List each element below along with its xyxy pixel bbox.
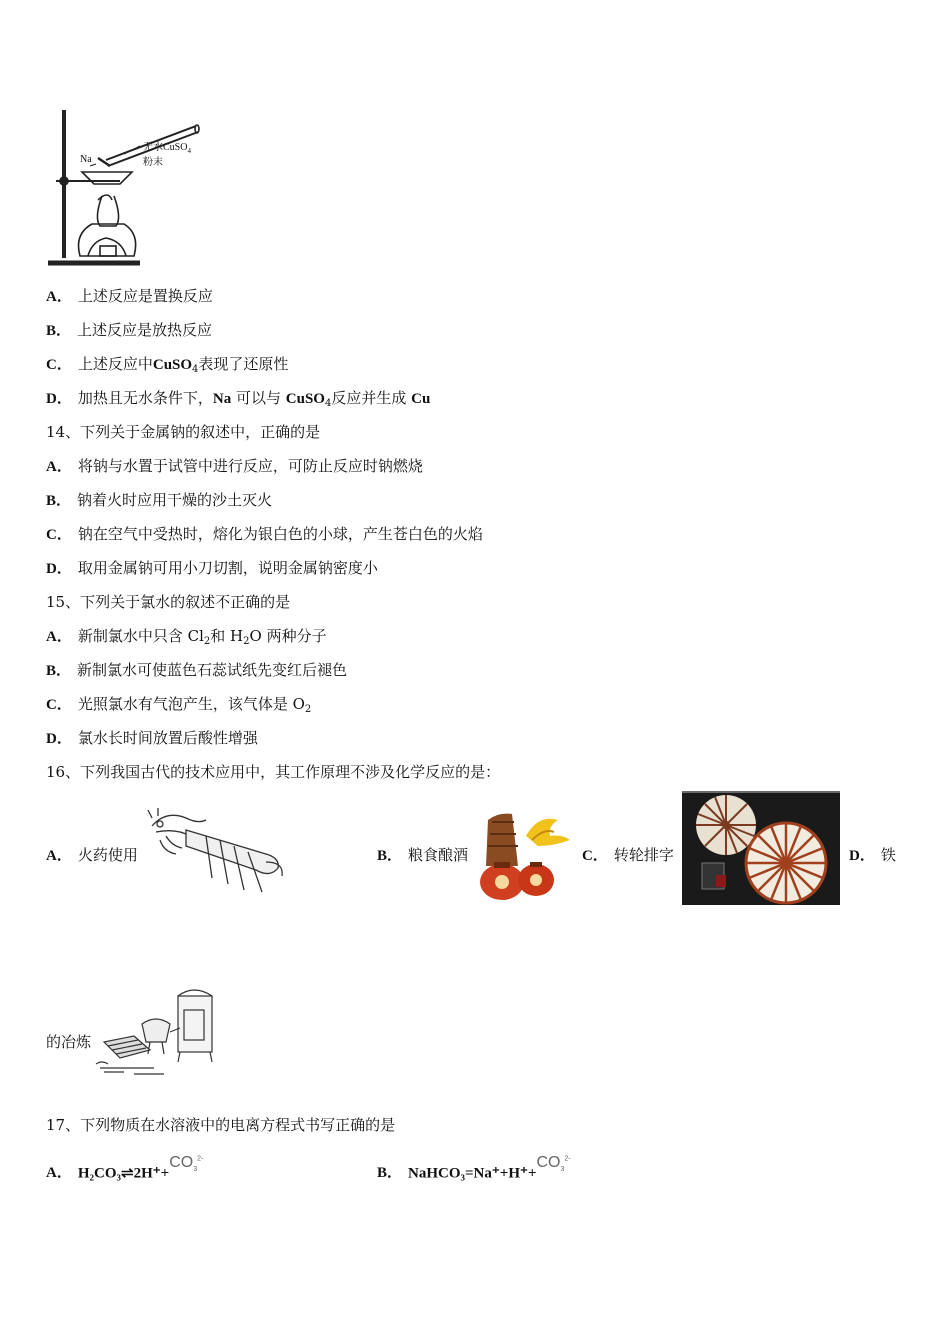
carbonate-ion: $CO_3^{2-}$ bbox=[536, 1154, 571, 1174]
q14-option-d: D． 取用金属钠可用小刀切割，说明金属钠密度小 bbox=[46, 559, 378, 577]
q14-option-b: B． 钠着火时应用干燥的沙土灭火 bbox=[46, 491, 273, 509]
q15-option-b: B． 新制氯水可使蓝色石蕊试纸先变红后褪色 bbox=[46, 661, 348, 679]
q14-option-c: C． 钠在空气中受热时，熔化为银白色的小球，产生苍白色的火焰 bbox=[46, 525, 483, 543]
q14-stem: 14、下列关于金属钠的叙述中，正确的是 bbox=[46, 423, 321, 441]
label-na: Na bbox=[80, 154, 92, 165]
iron-smelting-image bbox=[94, 984, 216, 1080]
q16-option-d: D． 铁 bbox=[849, 846, 896, 864]
q16-stem: 16、下列我国古代的技术应用中，其工作原理不涉及化学反应的是： bbox=[46, 763, 501, 781]
q13-option-b: B． 上述反应是放热反应 bbox=[46, 321, 213, 339]
wine-jar-image bbox=[478, 806, 572, 902]
q13-option-a: A． 上述反应是置换反应 bbox=[46, 287, 213, 305]
label-cuso4: 无水CuSO$_4$ 粉末 bbox=[143, 142, 191, 168]
rotating-type-wheel-image bbox=[682, 791, 840, 905]
q14-option-a: A． 将钠与水置于试管中进行反应，可防止反应时钠燃烧 bbox=[46, 457, 423, 475]
q16-option-b: B． 粮食酿酒 bbox=[377, 846, 469, 864]
q16-option-a: A． 火药使用 bbox=[46, 846, 138, 864]
q13-option-d: D． 加热且无水条件下，Na 可以与 CuSO$_4$反应并生成 Cu bbox=[46, 389, 431, 409]
q16-option-d-continued: 的冶炼 bbox=[46, 1033, 92, 1051]
q17-option-a: A． $H_2CO_3\rightleftharpoons 2H^++CO_3^{2-}$ bbox=[46, 1154, 204, 1182]
q17-option-b: B． $NaHCO_3=Na^++H^++CO_3^{2-}$ bbox=[377, 1154, 571, 1182]
carbonate-ion: $CO_3^{2-}$ bbox=[169, 1154, 204, 1174]
rocket-dragon-image bbox=[146, 806, 288, 898]
q15-stem: 15、下列关于氯水的叙述不正确的是 bbox=[46, 593, 291, 611]
q15-option-a: A． 新制氯水中只含 $Cl_2$和 $H_2O$ 两种分子 bbox=[46, 627, 327, 647]
q17-stem: 17、下列物质在水溶液中的电离方程式书写正确的是 bbox=[46, 1116, 396, 1134]
apparatus-figure bbox=[44, 106, 204, 268]
q13-option-c: C． 上述反应中CuSO$_4$表现了还原性 bbox=[46, 355, 289, 375]
q16-option-c: C． 转轮排字 bbox=[582, 846, 674, 864]
q15-option-c: C． 光照氯水有气泡产生，该气体是 $O_2$ bbox=[46, 695, 312, 715]
q15-option-d: D． 氯水长时间放置后酸性增强 bbox=[46, 729, 258, 747]
